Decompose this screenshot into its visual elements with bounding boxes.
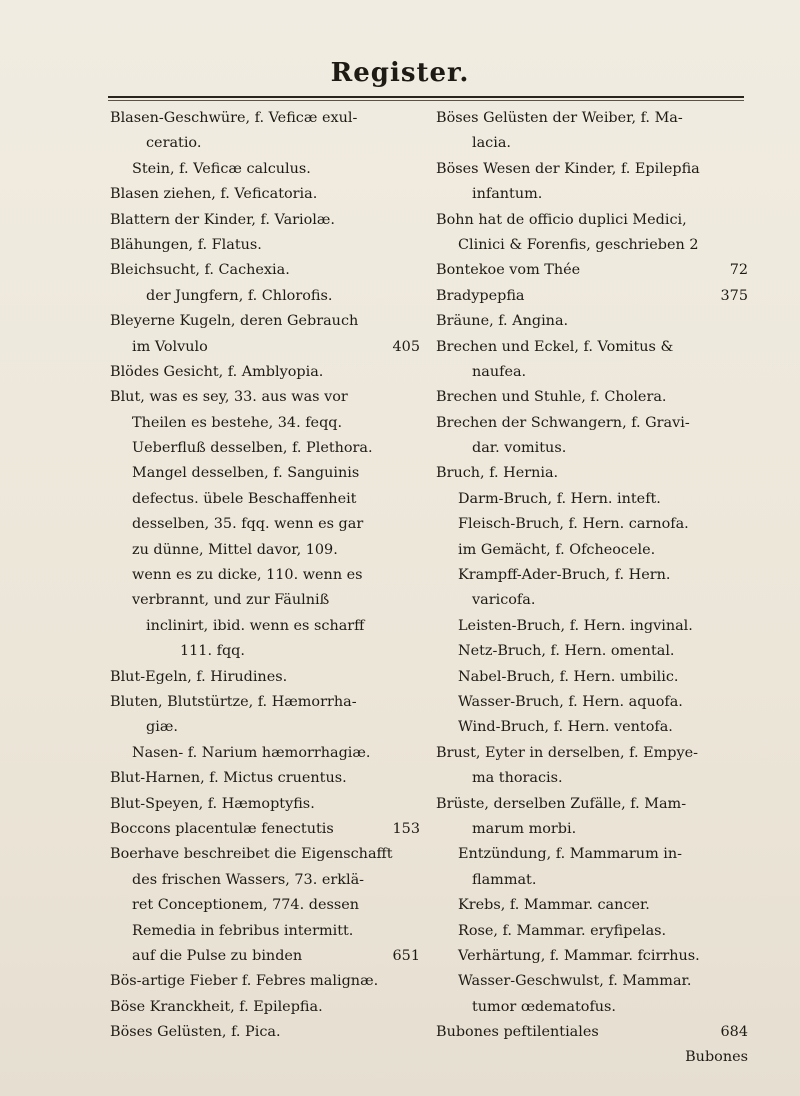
index-entry: Ueberfluß desselben, f. Plethora. <box>132 440 373 457</box>
index-entry: varicofa. <box>472 592 536 609</box>
index-entry: Bleichsucht, f. Cachexia. <box>110 262 290 279</box>
index-entry: ceratio. <box>146 135 202 152</box>
page-number: 405 <box>392 338 420 355</box>
page-number: 684 <box>720 1024 748 1041</box>
index-entry: Blattern der Kinder, f. Variolæ. <box>110 211 335 228</box>
index-entry: lacia. <box>472 135 511 152</box>
entry-text: auf die Pulse zu binden <box>132 947 303 964</box>
index-entry: Rose, f. Mammar. eryfipelas. <box>458 922 667 939</box>
index-entry: des frischen Wassers, 73. erklä- <box>132 871 365 888</box>
header-rule-thin <box>108 100 744 101</box>
index-entry: Bubones <box>685 1049 748 1066</box>
index-entry: Darm-Bruch, f. Hern. inteft. <box>458 490 661 507</box>
index-entry: infantum. <box>472 186 543 203</box>
index-entry: Bluten, Blutstürtze, f. Hæmorrha- <box>110 693 357 710</box>
index-entry: Krampff-Ader-Bruch, f. Hern. <box>458 567 671 584</box>
index-entry: Wasser-Geschwulst, f. Mammar. <box>458 973 692 990</box>
index-entry: Blasen ziehen, f. Veficatoria. <box>110 186 318 203</box>
page-number: 72 <box>729 262 748 279</box>
index-entry: Nabel-Bruch, f. Hern. umbilic. <box>458 668 679 685</box>
index-entry: Bohn hat de officio duplici Medici, <box>436 211 687 228</box>
index-entry: Clinici & Forenfis, geschrieben 2 <box>458 236 699 253</box>
index-entry: Verhärtung, f. Mammar. fcirrhus. <box>458 947 700 964</box>
index-entry: ma thoracis. <box>472 770 563 787</box>
index-entry: Leisten-Bruch, f. Hern. ingvinal. <box>458 617 693 634</box>
index-entry: Bruch, f. Hernia. <box>436 465 559 482</box>
page-header: Register. <box>330 58 470 88</box>
index-entry <box>110 335 420 360</box>
index-entry: Blut-Harnen, f. Mictus cruentus. <box>110 770 347 787</box>
index-entry: verbrannt, und zur Fäulniß <box>132 592 330 609</box>
index-entry: Böses Gelüsten der Weiber, f. Ma- <box>436 110 683 126</box>
index-entry: Bleyerne Kugeln, deren Gebrauch <box>110 313 359 330</box>
header-rule <box>108 96 744 98</box>
index-entry: Brechen der Schwangern, f. Gravi- <box>436 414 690 431</box>
entry-text: Boccons placentulæ fenectutis <box>110 820 334 837</box>
index-entry: Böse Kranckheit, f. Epilepfia. <box>110 998 323 1015</box>
index-entry: Wasser-Bruch, f. Hern. aquofa. <box>458 693 683 710</box>
index-entry: Brechen und Eckel, f. Vomitus & <box>436 338 674 355</box>
index-entry <box>436 1020 748 1045</box>
entry-text: Bontekoe vom Thée <box>436 262 581 279</box>
index-entry: Blödes Gesicht, f. Amblyopia. <box>110 363 324 380</box>
index-entry: Brechen und Stuhle, f. Cholera. <box>436 389 667 406</box>
index-entry: Nasen- f. Narium hæmorrhagiæ. <box>132 744 371 761</box>
index-entry: Brust, Eyter in derselben, f. Empye- <box>436 744 698 761</box>
index-entry: inclinirt, ibid. wenn es scharff <box>146 617 365 634</box>
left-column <box>110 106 420 1045</box>
index-entry: Bräune, f. Angina. <box>436 313 569 330</box>
index-entry: 111. fqq. <box>180 643 245 660</box>
index-entry: zu dünne, Mittel davor, 109. <box>132 541 338 558</box>
index-entry: tumor œdematofus. <box>472 998 616 1015</box>
index-entry: Remedia in febribus intermitt. <box>132 922 354 939</box>
index-entry: Brüste, derselben Zufälle, f. Mam- <box>436 795 687 812</box>
index-entry: dar. vomitus. <box>472 440 567 457</box>
index-entry: defectus. übele Beschaffenheit <box>132 490 357 507</box>
index-entry: Entzündung, f. Mammarum in- <box>458 846 683 863</box>
index-entry: Fleisch-Bruch, f. Hern. carnofa. <box>458 516 689 533</box>
entry-text: Bubones peftilentiales <box>436 1024 599 1041</box>
index-entry: naufea. <box>472 363 527 380</box>
entry-text: im Volvulo <box>132 338 208 355</box>
index-entry: Böses Wesen der Kinder, f. Epilepfia <box>436 160 700 177</box>
right-column <box>436 106 748 1071</box>
page-number: 651 <box>392 947 420 964</box>
index-entry: Krebs, f. Mammar. cancer. <box>458 897 650 914</box>
index-entry: Bös-artige Fieber f. Febres malignæ. <box>110 973 379 990</box>
index-entry: Stein, f. Veficæ calculus. <box>132 160 311 177</box>
index-entry: Wind-Bruch, f. Hern. ventofa. <box>458 719 673 736</box>
index-entry <box>436 284 748 309</box>
index-entry: wenn es zu dicke, 110. wenn es <box>132 567 363 584</box>
index-entry: im Gemächt, f. Ofcheocele. <box>458 541 656 558</box>
page-number: 153 <box>392 820 420 837</box>
index-entry: Blut, was es sey, 33. aus was vor <box>110 389 348 406</box>
page-number: 375 <box>720 287 748 304</box>
index-entry: Böses Gelüsten, f. Pica. <box>110 1024 281 1041</box>
entry-text: Bradypepfia <box>436 287 525 304</box>
index-entry: Mangel desselben, f. Sanguinis <box>132 465 360 482</box>
index-entry: Blut-Speyen, f. Hæmoptyfis. <box>110 795 315 812</box>
index-entry: flammat. <box>472 871 537 888</box>
index-entry: Theilen es bestehe, 34. feqq. <box>132 414 343 431</box>
index-entry: Netz-Bruch, f. Hern. omental. <box>458 643 675 660</box>
index-entry <box>110 817 420 842</box>
index-entry: ret Conceptionem, 774. dessen <box>132 897 360 914</box>
index-entry <box>110 944 420 969</box>
index-entry <box>436 258 748 283</box>
index-entry: der Jungfern, f. Chlorofis. <box>146 287 333 304</box>
index-entry: Boerhave beschreibet die Eigenschafft <box>110 846 393 863</box>
index-entry: Blähungen, f. Flatus. <box>110 236 262 253</box>
index-entry: Blut-Egeln, f. Hirudines. <box>110 668 288 685</box>
index-entry: Blasen-Geschwüre, f. Veficæ exul- <box>110 110 358 126</box>
index-entry: giæ. <box>146 719 178 736</box>
index-entry: desselben, 35. fqq. wenn es gar <box>132 516 364 533</box>
index-entry: marum morbi. <box>472 820 577 837</box>
